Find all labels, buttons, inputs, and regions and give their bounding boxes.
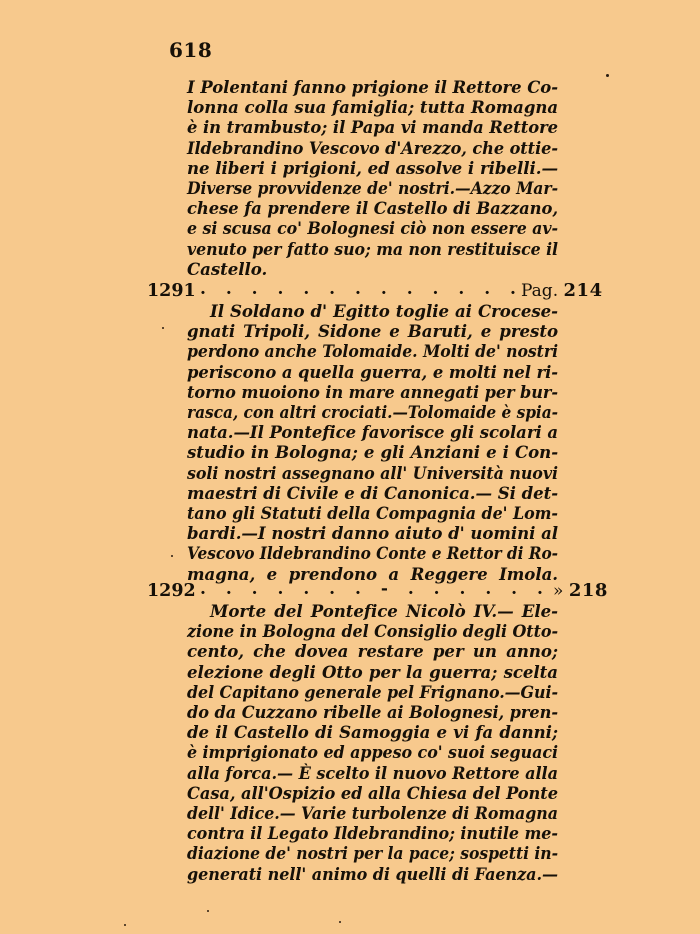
page-reference: [553, 581, 608, 601]
entry-text-line: periscono a quella guerra, e molti nel ri-: [187, 361, 559, 382]
entry-text-line: torno muoiono in mare annegati per bur-: [187, 381, 558, 402]
entry-text-line: Il Soldano d' Egitto toglie ai Crocese-: [210, 301, 559, 321]
entry-text-line: è imprigionato ed appeso co' suoi seguaci: [187, 742, 558, 763]
entry-text-line: soli nostri assegnano all' Università nuovi: [187, 462, 559, 483]
print-speck: [124, 924, 126, 926]
entry-text-line: diazione de' nostri per la pace; sospetti in-: [187, 843, 558, 864]
entry-text-line: magna, e prendono a Reggere Imola.: [187, 563, 559, 584]
entry-text-line: gnati Tripoli, Sidone e Baruti, e presto: [187, 321, 558, 342]
entry-text-line: del Capitano generale pel Frignano.—Gui-: [187, 681, 558, 702]
entry-text-line: rasca, con altri crociati.—Tolomaide è spia-: [187, 402, 559, 422]
entry-text-line: contra il Legato Ildebrandino; inutile me-: [187, 823, 558, 844]
entry-text-line: elezione degli Otto per la guerra; scelta: [187, 661, 558, 682]
page-number: 618: [169, 38, 213, 62]
entry-text-line: Diverse provvidenze de' nostri.—Azzo Mar-: [187, 178, 559, 198]
entry-text-line: cento, che dovea restare per un anno;: [187, 641, 558, 662]
entry-text-line: Vescovo Ildebrandino Conte e Rettor di Ro-: [187, 543, 559, 564]
page-reference: [521, 281, 603, 301]
entry-text-line: zione in Bologna del Consiglio degli Otto-: [187, 621, 559, 642]
print-speck: [606, 74, 609, 77]
page-number-ref: 218: [568, 580, 608, 601]
entry-text-line: Ildebrandino Vescovo d'Arezzo, che ottie-: [187, 137, 559, 158]
dot-leader: . . . . . . . - . . . . . .: [200, 579, 550, 599]
entry-text-line: alla forca.— È scelto il nuovo Rettore alla: [187, 762, 558, 783]
entry-text-line: e si scusa co' Bolognesi ciò non essere av-: [187, 218, 559, 239]
entry-text-line: Casa, all'Ospizio ed alla Chiesa del Ponte: [187, 782, 558, 803]
entry-text-line: chese fa prendere il Castello di Bazzano,: [187, 198, 558, 219]
entry-text-line: perdono anche Tolomaide. Molti de' nostri: [187, 341, 558, 362]
page-label: »: [553, 581, 564, 601]
entry-text-line: Castello.: [187, 258, 268, 279]
entry-text-line: dell' Idice.— Varie turbolenze di Romagna: [187, 803, 558, 823]
print-speck: [171, 555, 173, 557]
entry-text-line: è in trambusto; il Papa vi manda Rettore: [187, 117, 559, 138]
entry-text-line: lonna colla sua famiglia; tutta Romagna: [187, 97, 559, 118]
entry-text-line: do da Cuzzano ribelle ai Bolognesi, pren-: [187, 702, 558, 722]
entry-year: 1292: [147, 581, 196, 601]
entry-text-line: bardi.—I nostri danno aiuto d' uomini al: [187, 523, 559, 544]
entry-text-line: generati nell' animo di quelli di Faenza.—: [187, 863, 558, 884]
entry-text-line: nata.—Il Pontefice favorisce gli scolari a: [187, 422, 559, 443]
entry-year: 1291: [147, 281, 196, 301]
print-speck: [162, 327, 164, 329]
page-label: Pag.: [521, 281, 559, 301]
entry-text-line: studio in Bologna; e gli Anziani e i Con-: [187, 442, 559, 463]
entry-text-line: maestri di Civile e di Canonica.— Si det-: [187, 482, 559, 503]
page-number-ref: 214: [563, 280, 603, 301]
dot-leader: . . . . . . . . . . . . .: [200, 279, 523, 299]
entry-text-line: ne liberi i prigioni, ed assolve i ribelli.—: [187, 157, 558, 178]
print-speck: [339, 921, 341, 923]
entry-text-line: Morte del Pontefice Nicolò IV.— Ele-: [210, 601, 559, 621]
entry-text-line: venuto per fatto suo; ma non restituisce il: [187, 238, 558, 259]
entry-text-line: I Polentani fanno prigione il Rettore Co-: [187, 77, 559, 97]
print-speck: [207, 910, 209, 912]
entry-text-line: de il Castello di Samoggia e vi fa danni;: [187, 722, 558, 743]
entry-text-line: tano gli Statuti della Compagnia de' Lom-: [187, 503, 558, 523]
